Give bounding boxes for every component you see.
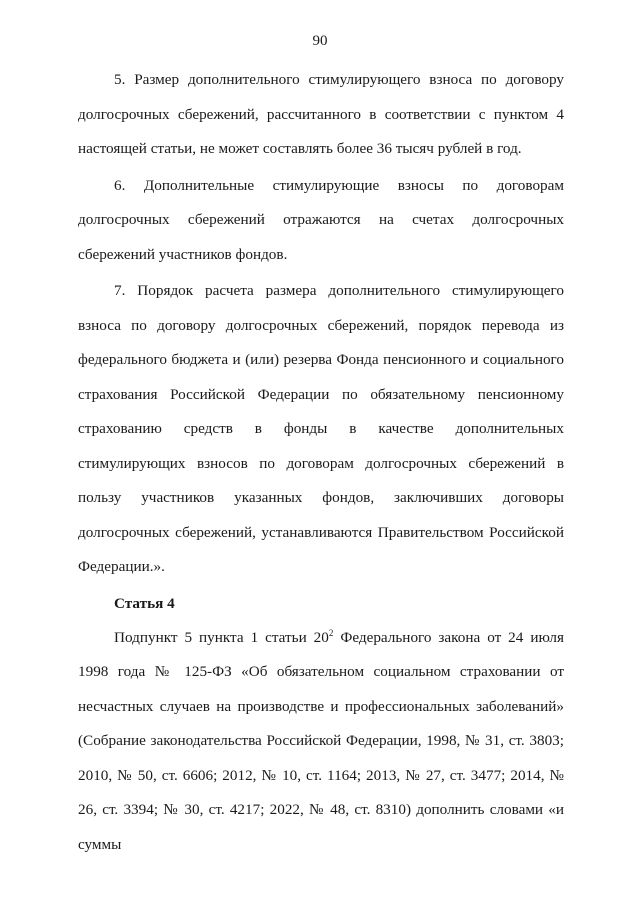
article-heading: Статья 4 (114, 594, 175, 612)
article-4-text (78, 621, 564, 863)
article-text-rest: Федерального закона от 24 июля 1998 года № 125-ФЗ «Об обязательном социальном страховании от несчастных случаев на производстве и профессиональных заболеваний» (Собрание законодательства Российской Федерации, 1998, № 31, ст. 3803; 2010, № 50, ст. 6606; 2012, № 10, ст. 1164; 2013, № 27, ст. 3477; 2014, № 26, ст. 3394; № 30, ст. 4217; 2022, № 48, ст. 8310) дополнить словами «и суммы (78, 628, 564, 853)
page-number: 90 (312, 33, 328, 49)
paragraph-5: 5. Размер дополнительного стимулирующего взноса по договору долгосрочных сбережений, рассчитанного в соответствии с пунктом 4 настоящей статьи, не может составлять более 36 тысяч рублей в год. (78, 71, 564, 157)
article-text-start: Подпункт 5 пункта 1 статьи 20 (114, 628, 329, 646)
document-body (78, 63, 564, 862)
paragraph-7: 7. Порядок расчета размера дополнительного стимулирующего взноса по договору долгосрочных сбережений, порядок перевода из федерального бюджета и (или) резерва Фонда пенсионного и социального страхования Российской Федерации по обязательному пенсионному страхованию средств в фонды в качестве дополнительных стимулирующих взносов по договорам долгосрочных сбережений в пользу участников указанных фондов, заключивших договоры долгосрочных сбережений, устанавливаются Правительством Российской Федерации.». (78, 282, 564, 575)
article-superscript: 2 (328, 627, 334, 638)
paragraph-6: 6. Дополнительные стимулирующие взносы по договорам долгосрочных сбережений отражаются на счетах долгосрочных сбережений участников фондов. (78, 176, 564, 263)
